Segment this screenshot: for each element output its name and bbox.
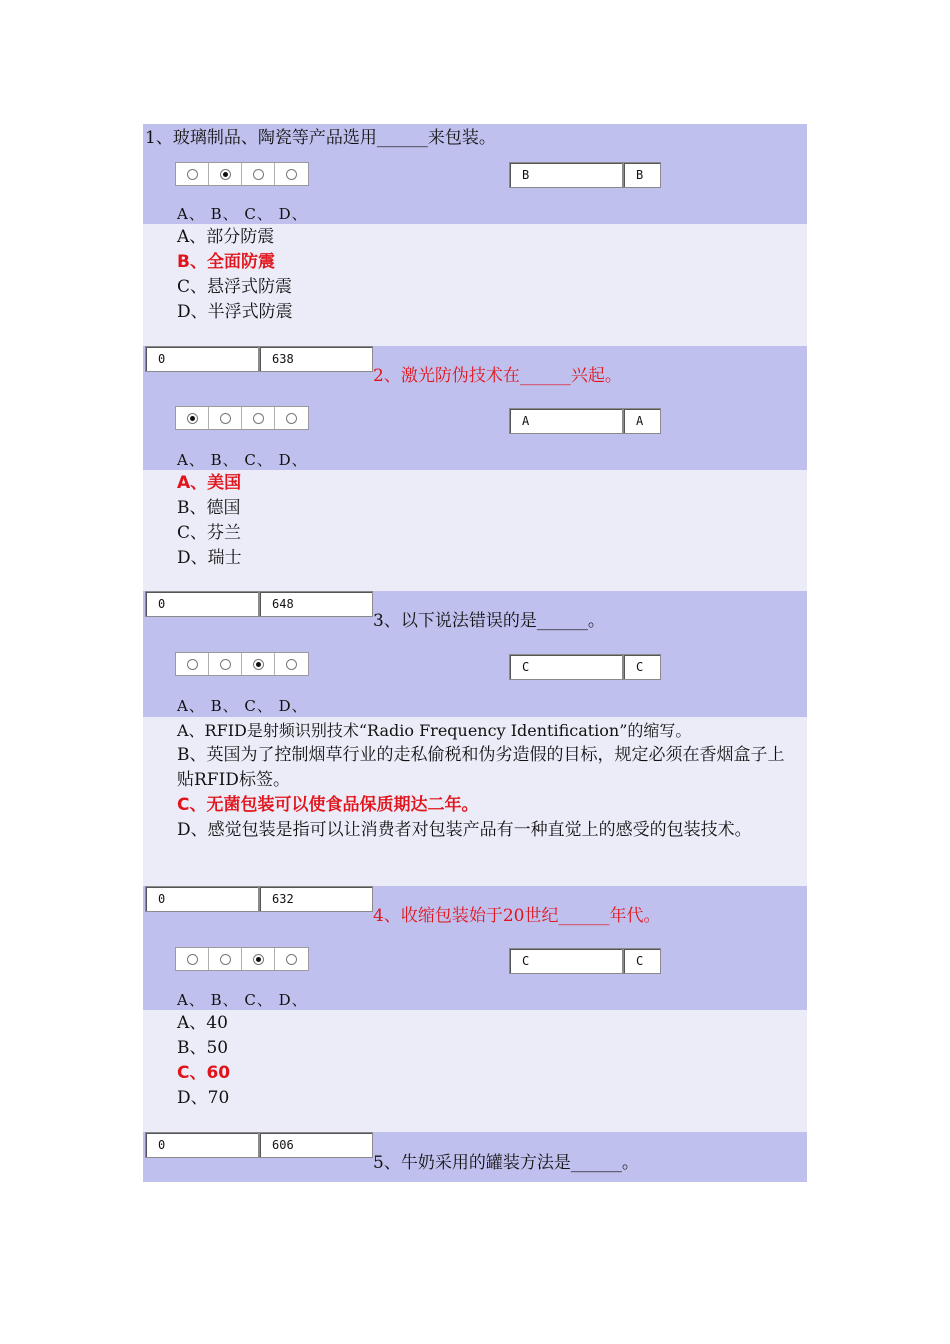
answer-field-2[interactable]: C [623,654,661,680]
radio-b[interactable] [220,413,231,424]
radio-a[interactable] [187,413,198,424]
options-list [143,470,807,591]
radio-c[interactable] [253,954,264,965]
options-list [143,224,807,346]
answer-field[interactable]: B [509,162,623,188]
option-item: D、瑞士 [177,548,242,568]
radio-b[interactable] [220,954,231,965]
time-field[interactable]: 648 [259,591,373,617]
question-stem: 4、收缩包装始于20世纪______年代。 [373,906,661,926]
option-item-correct: C、无菌包装可以使食品保质期达二年。 [177,795,479,815]
option-item-correct: C、60 [177,1063,231,1083]
option-letters: A、 B、 C、 D、 [177,451,308,469]
options-list [143,1010,807,1132]
radio-c[interactable] [253,413,264,424]
radio-b[interactable] [220,169,231,180]
time-field[interactable]: 638 [259,346,373,372]
radio-a[interactable] [187,659,198,670]
radio-d[interactable] [286,954,297,965]
radio-a[interactable] [187,954,198,965]
time-field[interactable]: 606 [259,1132,373,1158]
question-header [143,591,807,717]
option-letters: A、 B、 C、 D、 [177,697,308,715]
quiz-sheet [143,124,807,1182]
radio-d[interactable] [286,659,297,670]
radio-c[interactable] [253,169,264,180]
option-item: C、芬兰 [177,523,242,543]
time-field[interactable]: 632 [259,886,373,912]
option-item: C、悬浮式防震 [177,277,293,297]
answer-radio-group[interactable] [175,652,309,676]
option-item: D、感觉包装是指可以让消费者对包装产品有一种直觉上的感受的包装技术。 [177,820,752,840]
radio-d[interactable] [286,169,297,180]
question-stem: 3、以下说法错误的是______。 [373,611,605,631]
option-item: B、50 [177,1038,229,1058]
option-item: A、RFID是射频识别技术“Radio Frequency Identification”的缩写。 [177,721,692,740]
answer-field-2[interactable]: C [623,948,661,974]
option-item-correct: B、全面防震 [177,252,275,272]
radio-a[interactable] [187,169,198,180]
question-header [143,346,807,470]
question-stem: 5、牛奶采用的罐装方法是______。 [373,1153,639,1173]
score-field[interactable]: 0 [145,1132,259,1158]
option-item: A、40 [177,1013,228,1033]
question-stem: 2、激光防伪技术在______兴起。 [373,366,622,386]
answer-field[interactable]: C [509,948,623,974]
answer-radio-group[interactable] [175,947,309,971]
score-field[interactable]: 0 [145,591,259,617]
option-item: A、部分防震 [177,227,275,247]
radio-c[interactable] [253,659,264,670]
option-letters: A、 B、 C、 D、 [177,205,308,223]
answer-field[interactable]: C [509,654,623,680]
question-stem: 1、玻璃制品、陶瓷等产品选用______来包装。 [145,128,496,148]
question-header [143,1132,807,1182]
option-item: B、英国为了控制烟草行业的走私偷税和伪劣造假的目标，规定必须在香烟盒子上贴RFID标签。 [177,745,785,790]
option-item: D、70 [177,1088,230,1108]
option-item: D、半浮式防震 [177,302,293,322]
options-list [143,717,807,886]
answer-field-2[interactable]: B [623,162,661,188]
score-field[interactable]: 0 [145,346,259,372]
option-item: B、德国 [177,498,241,518]
score-field[interactable]: 0 [145,886,259,912]
radio-d[interactable] [286,413,297,424]
question-header [143,886,807,1010]
radio-b[interactable] [220,659,231,670]
answer-radio-group[interactable] [175,406,309,430]
answer-field-2[interactable]: A [623,408,661,434]
question-header [143,124,807,224]
answer-radio-group[interactable] [175,162,309,186]
answer-field[interactable]: A [509,408,623,434]
option-item-correct: A、美国 [177,473,242,493]
option-letters: A、 B、 C、 D、 [177,991,308,1009]
